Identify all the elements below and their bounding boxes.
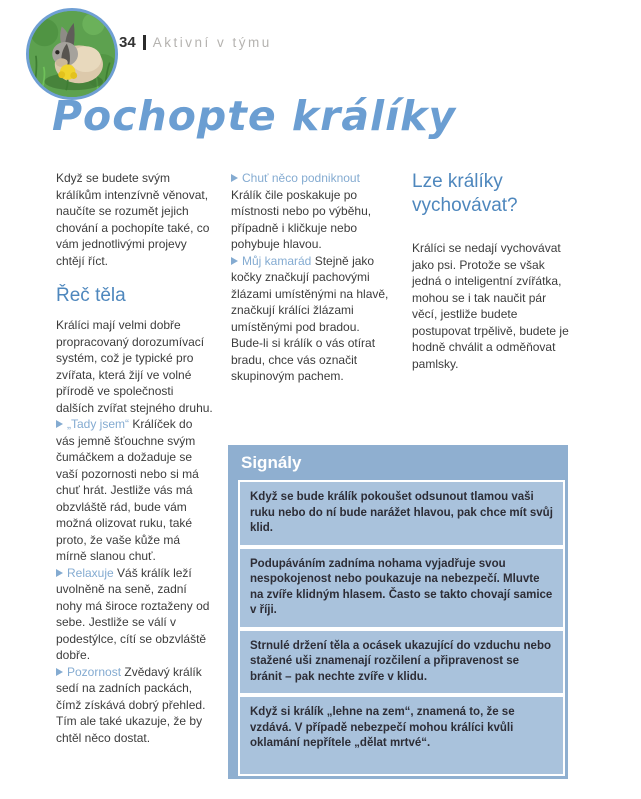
bullet-label: Můj kamarád: [242, 253, 312, 268]
section-title: Aktivní v týmu: [152, 35, 272, 50]
bullet-label: „Tady jsem“: [67, 417, 130, 431]
signal-item: Strnulé držení těla a ocásek ukazující do vzduchu nebo stažené uši znamenají rozčilení a připravenost se bránit – pak nechte zvíře v klidu.: [238, 629, 565, 696]
subheading-rec-tela: Řeč těla: [56, 285, 126, 306]
bullet-arrow-icon: [56, 569, 63, 577]
body-paragraph: Králíci se nedají vychovávat jako psi. Protože se však jedná o inteligentní zvířátka, mohou se i tak naučit pár věcí, jestliže budete postupovat trpělivě, budete je hodně chválit a odměňovat pamlsky.: [412, 241, 569, 371]
signals-box-title: Signály: [241, 453, 302, 472]
signal-item: Podupáváním zadníma nohama vyjadřuje svou nespokojenost nebo poukazuje na nebezpečí. Mluvte na zvíře klidným hlasem. Často se takto chovají samice v říji.: [238, 547, 565, 629]
bullet-item: [231, 170, 389, 253]
bullet-text: Králík čile poskakuje po místnosti nebo po výběhu, případně i kličkuje nebo pohybuje hlavou.: [231, 187, 372, 251]
body-paragraph: Králíci mají velmi dobře propracovaný dorozumívací systém, což je typické pro zvířata, která žijí ve volné přírodě ve společnosti dalších zvířat stejného druhu.: [56, 318, 213, 415]
bullet-label: Chuť něco podniknout: [242, 171, 360, 185]
rabbit-photo: [26, 8, 118, 100]
page-number: 34: [119, 34, 136, 51]
bullet-text: Králíček do vás jemně šťouchne svým čumáčkem a dožaduje se vaší pozornosti nebo si má chuť hrát. Jestliže vás má obzvláště rád, bude vám možná olizovat ruku, také proto, že vaše kůže má mírně slanou chuť.: [56, 417, 199, 563]
bullet-arrow-icon: [231, 257, 238, 265]
header-divider: [143, 35, 146, 50]
rabbit-photo-illustration: [29, 11, 115, 97]
running-head: [119, 34, 272, 51]
signal-item: Když se bude králík pokoušet odsunout tlamou vaši ruku nebo do ní bude narážet hlavou, pak chce mít svůj klid.: [238, 480, 565, 547]
bullet-item: [56, 565, 214, 664]
text-column-2: [231, 170, 389, 385]
bullet-item: [56, 664, 214, 747]
bullet-item: [231, 253, 389, 385]
subheading-lze-kraliky: Lze králíky vychovávat?: [412, 171, 518, 216]
text-column-1: [56, 170, 214, 746]
intro-paragraph: Když se budete svým králíkům intenzívně věnovat, naučíte se rozumět jejich chování a pochopíte také, co vám jednotlivými projevy chtějí říct.: [56, 171, 210, 268]
bullet-item: [56, 416, 214, 565]
bullet-arrow-icon: [56, 420, 63, 428]
bullet-label: Relaxuje: [67, 565, 114, 580]
text-column-3: [412, 170, 570, 372]
signals-box: [228, 445, 568, 779]
bullet-label: Pozornost: [67, 664, 122, 679]
bullet-text: Zvědavý králík sedí na zadních packách, čímž získává dobrý přehled. Tím ale také ukazuje, že by chtěl něco dostat.: [56, 664, 206, 745]
bullet-arrow-icon: [231, 174, 238, 182]
bullet-text: Váš králík leží uvolněně na seně, zadní nohy má široce roztaženy od sebe. Jestliže se válí v podestýlce, cítí se obzvláště dobře.: [56, 565, 210, 662]
bullet-text: Stejně jako kočky značkují pachovými žlázami umístěnými na hlavě, značkují králíci žlázami umístěnými pod bradou. Bude-li si králík o vás otírat bradu, chce vás označit skupinovým pachem.: [231, 253, 389, 383]
bullet-arrow-icon: [56, 668, 63, 676]
chapter-title: Pochopte králíky: [52, 92, 457, 140]
signal-item: Když si králík „lehne na zem“, znamená to, že se vzdává. V případě nebezpečí mohou králíci kvůli oklamání nepřítele „dělat mrtvé“.: [238, 695, 565, 776]
